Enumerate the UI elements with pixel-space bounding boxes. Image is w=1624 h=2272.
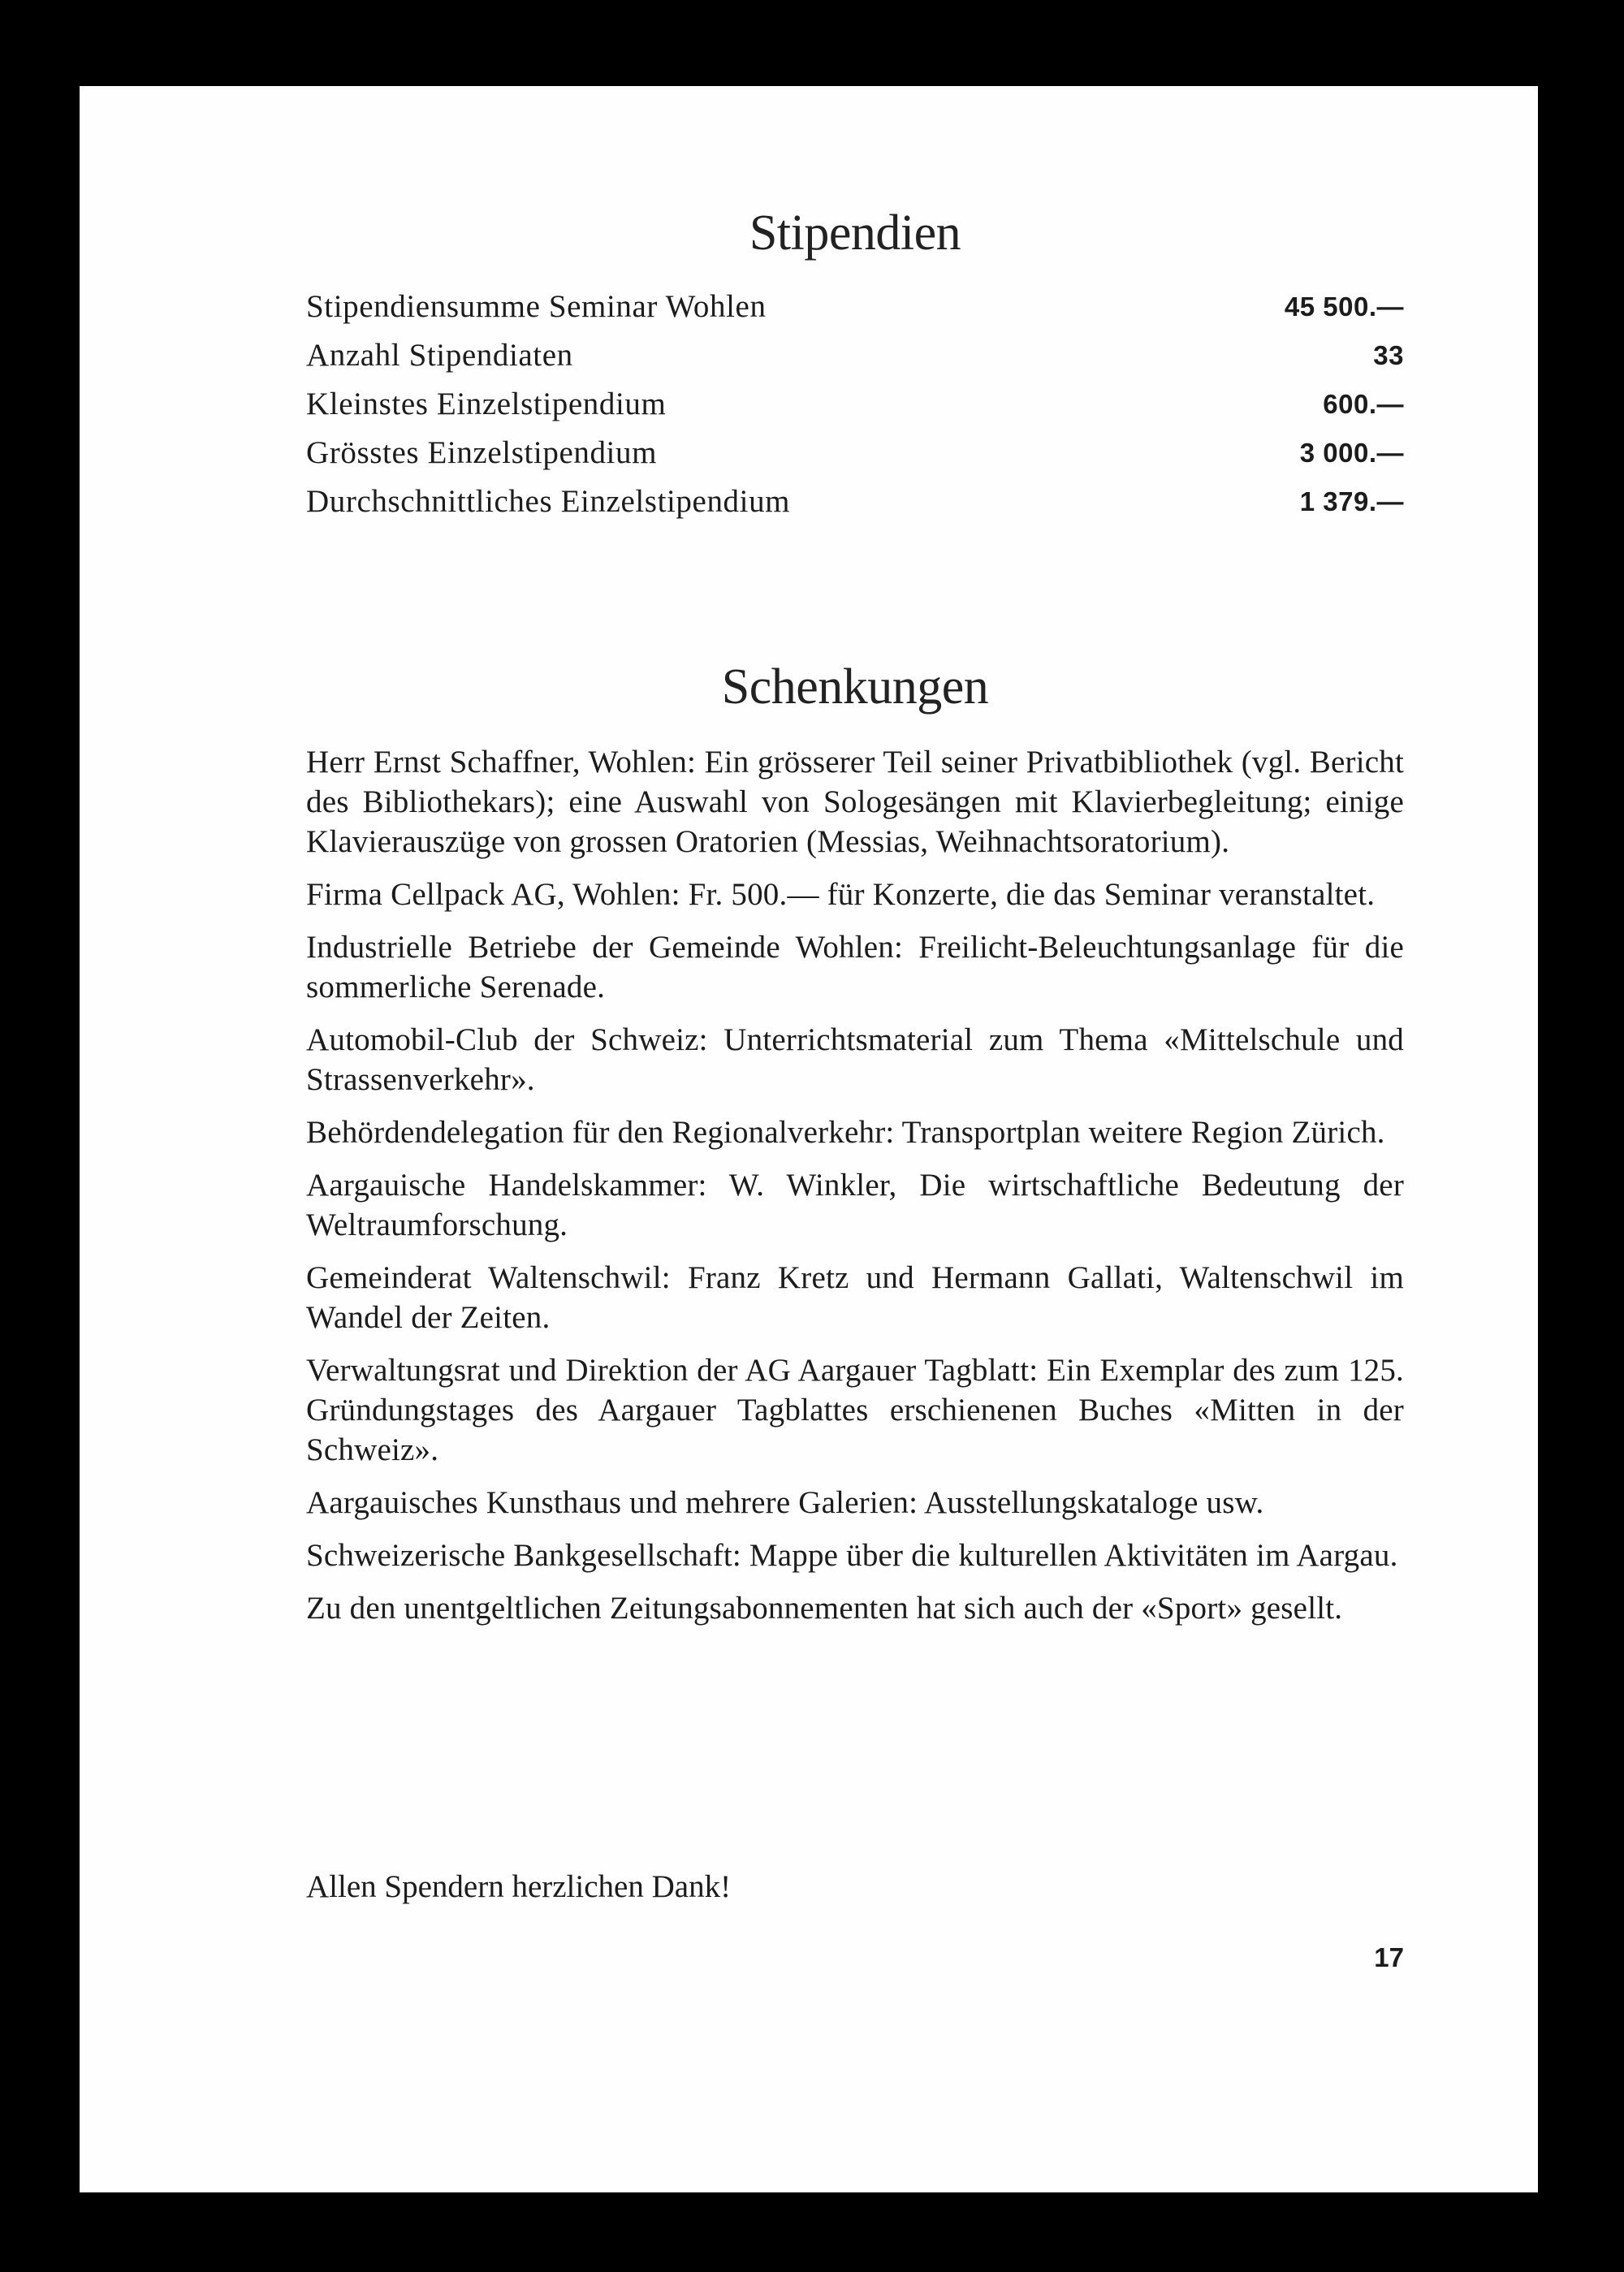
stipendien-row	[306, 380, 1404, 429]
stipendien-row-label: Grösstes Einzelstipendium	[306, 435, 658, 470]
donation-paragraph: Aargauische Handelskammer: W. Winkler, Die wirtschaftliche Bedeutung der Weltraumforschung.	[306, 1168, 1404, 1242]
donation-paragraph: Verwaltungsrat und Direktion der AG Aargauer Tagblatt: Ein Exemplar des zum 125. Gründungstages des Aargauer Tagblattes erschienenen Buches «Mitten in der Schweiz».	[306, 1353, 1404, 1467]
stipendien-row-value: 3 000.—	[1299, 438, 1404, 468]
stipendien-row	[306, 331, 1404, 380]
stipendien-row-value: 33	[1373, 340, 1404, 370]
stipendien-row	[306, 429, 1404, 477]
stipendien-row-label: Durchschnittliches Einzelstipendium	[306, 484, 791, 519]
donation-paragraph: Behördendelegation für den Regionalverkehr: Transportplan weitere Region Zürich.	[306, 1115, 1385, 1150]
stipendien-row-value: 45 500.—	[1284, 292, 1404, 322]
stipendien-row-value: 1 379.—	[1299, 486, 1404, 516]
document-page	[80, 86, 1538, 2192]
stipendien-row	[306, 477, 1404, 526]
stipendien-row	[306, 283, 1404, 331]
thanks-line: Allen Spendern herzlichen Dank!	[306, 1869, 732, 1904]
page-number: 17	[1374, 1942, 1404, 1972]
donation-paragraph: Automobil-Club der Schweiz: Unterrichtsmaterial zum Thema «Mittelschule und Strassenverkehr».	[306, 1022, 1404, 1097]
stipendien-heading: Stipendien	[749, 205, 961, 261]
stipendien-row-value: 600.—	[1323, 389, 1404, 419]
stipendien-row-label: Anzahl Stipendiaten	[306, 338, 573, 373]
donation-paragraph: Schweizerische Bankgesellschaft: Mappe über die kulturellen Aktivitäten im Aargau.	[306, 1538, 1398, 1573]
donation-paragraph: Aargauisches Kunsthaus und mehrere Galerien: Ausstellungskataloge usw.	[306, 1485, 1264, 1520]
donation-paragraph: Herr Ernst Schaffner, Wohlen: Ein grösserer Teil seiner Privatbibliothek (vgl. Bericht des Bibliothekars); eine Auswahl von Sologesängen mit Klavierbegleitung; einige Klavierauszüge von grossen Oratorien (Messias, Weihnachtsoratorium).	[306, 745, 1404, 859]
stipendien-row-label: Stipendiensumme Seminar Wohlen	[306, 289, 767, 324]
schenkungen-heading: Schenkungen	[721, 659, 989, 715]
donations-list	[306, 742, 1404, 1641]
stipendien-row-label: Kleinstes Einzelstipendium	[306, 387, 667, 421]
donation-paragraph: Firma Cellpack AG, Wohlen: Fr. 500.— für Konzerte, die das Seminar veranstaltet.	[306, 877, 1376, 912]
donation-paragraph: Industrielle Betriebe der Gemeinde Wohlen: Freilicht-Beleuchtungsanlage für die sommerliche Serenade.	[306, 930, 1404, 1004]
donation-paragraph: Zu den unentgeltlichen Zeitungsabonnementen hat sich auch der «Sport» gesellt.	[306, 1591, 1343, 1626]
donation-paragraph: Gemeinderat Waltenschwil: Franz Kretz und Hermann Gallati, Waltenschwil im Wandel der Zeiten.	[306, 1260, 1404, 1335]
